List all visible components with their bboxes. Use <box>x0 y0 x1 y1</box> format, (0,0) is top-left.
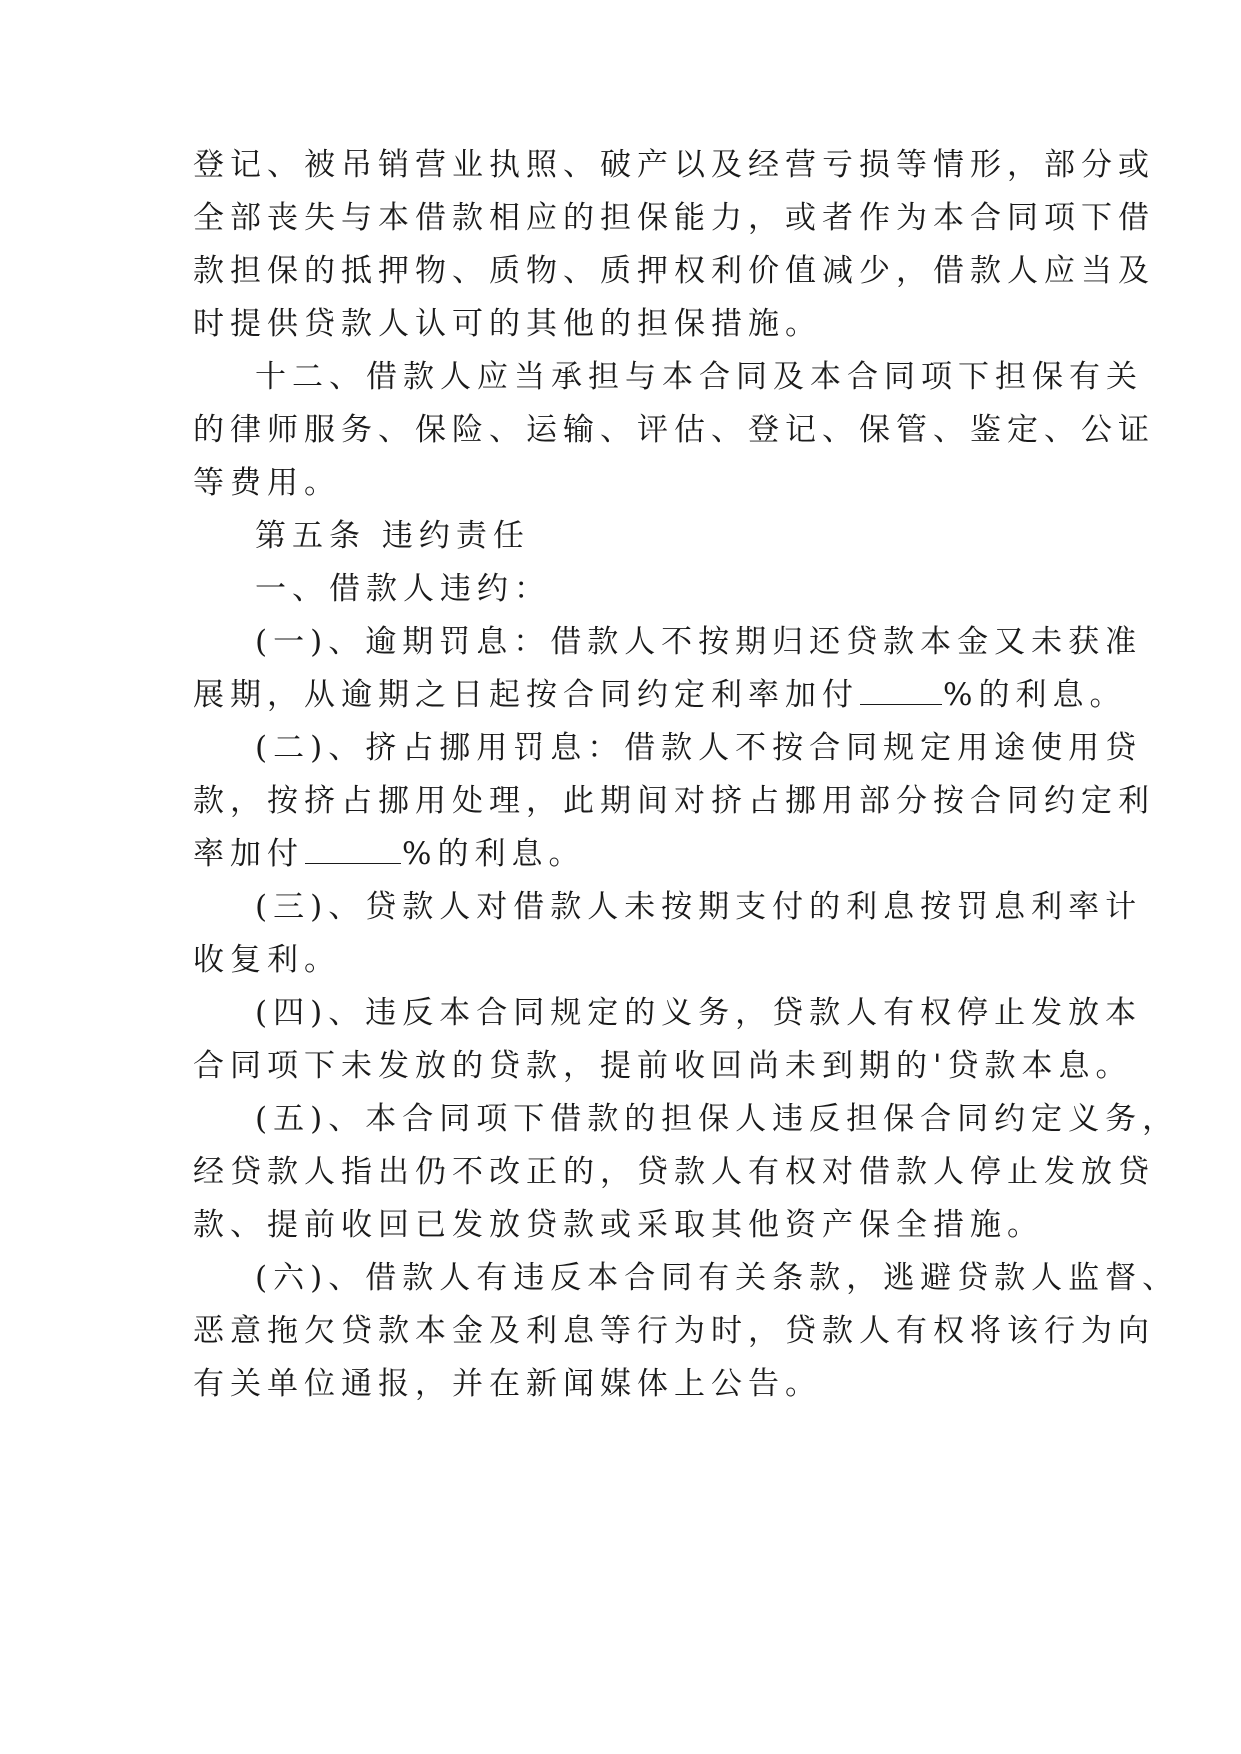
paragraph-line: (五)、本合同项下借款的担保人违反担保合同约定义务， <box>255 1101 1180 1137</box>
line-text-before-blank: 率加付 <box>193 836 304 872</box>
line-text-after-blank: %的利息。 <box>943 677 1127 713</box>
paragraph-line: 等费用。 <box>193 465 341 501</box>
paragraph-line: 经贷款人指出仍不改正的，贷款人有权对借款人停止发放贷 <box>193 1154 1155 1190</box>
paragraph-line: 合同项下未发放的贷款，提前收回尚未到期的'贷款本息。 <box>193 1048 1133 1084</box>
paragraph-line: 登记、被吊销营业执照、破产以及经营亏损等情形，部分或 <box>193 147 1155 183</box>
line-text-before-blank: 展期，从逾期之日起按合同约定利率加付 <box>193 677 859 713</box>
paragraph-line-with-blank <box>193 675 1127 715</box>
paragraph-line: (三)、贷款人对借款人未按期支付的利息按罚息利率计 <box>255 889 1143 925</box>
paragraph-line-with-blank <box>193 834 1053 874</box>
paragraph-line: (六)、借款人有违反本合同有关条款，逃避贷款人监督、 <box>255 1260 1180 1296</box>
paragraph-line: 收复利。 <box>193 942 341 978</box>
paragraph-line: 恶意拖欠贷款本金及利息等行为时，贷款人有权将该行为向 <box>193 1313 1155 1349</box>
paragraph-line: 时提供贷款人认可的其他的担保措施。 <box>193 306 822 342</box>
fill-in-blank <box>305 837 401 864</box>
paragraph-line: 款、提前收回已发放贷款或采取其他资产保全措施。 <box>193 1207 1044 1243</box>
section-heading: 第五条 违约责任 <box>255 518 530 554</box>
paragraph-line: 全部丧失与本借款相应的担保能力，或者作为本合同项下借 <box>193 200 1155 236</box>
line-text-after-blank: %的利息。 <box>402 836 586 872</box>
paragraph-line: 款担保的抵押物、质物、质押权利价值减少，借款人应当及 <box>193 253 1155 289</box>
paragraph-line: 有关单位通报，并在新闻媒体上公告。 <box>193 1366 822 1402</box>
paragraph-line: 款，按挤占挪用处理，此期间对挤占挪用部分按合同约定利 <box>193 783 1155 819</box>
subsection-heading: 一、借款人违约： <box>255 571 551 607</box>
fill-in-blank <box>860 678 942 705</box>
paragraph-line: (一)、逾期罚息：借款人不按期归还贷款本金又未获准 <box>255 624 1143 660</box>
paragraph-line: (四)、违反本合同规定的义务，贷款人有权停止发放本 <box>255 995 1143 1031</box>
paragraph-line: (二)、挤占挪用罚息：借款人不按合同规定用途使用贷 <box>255 730 1143 766</box>
paragraph-line: 的律师服务、保险、运输、评估、登记、保管、鉴定、公证 <box>193 412 1155 448</box>
paragraph-line: 十二、借款人应当承担与本合同及本合同项下担保有关 <box>255 359 1143 395</box>
